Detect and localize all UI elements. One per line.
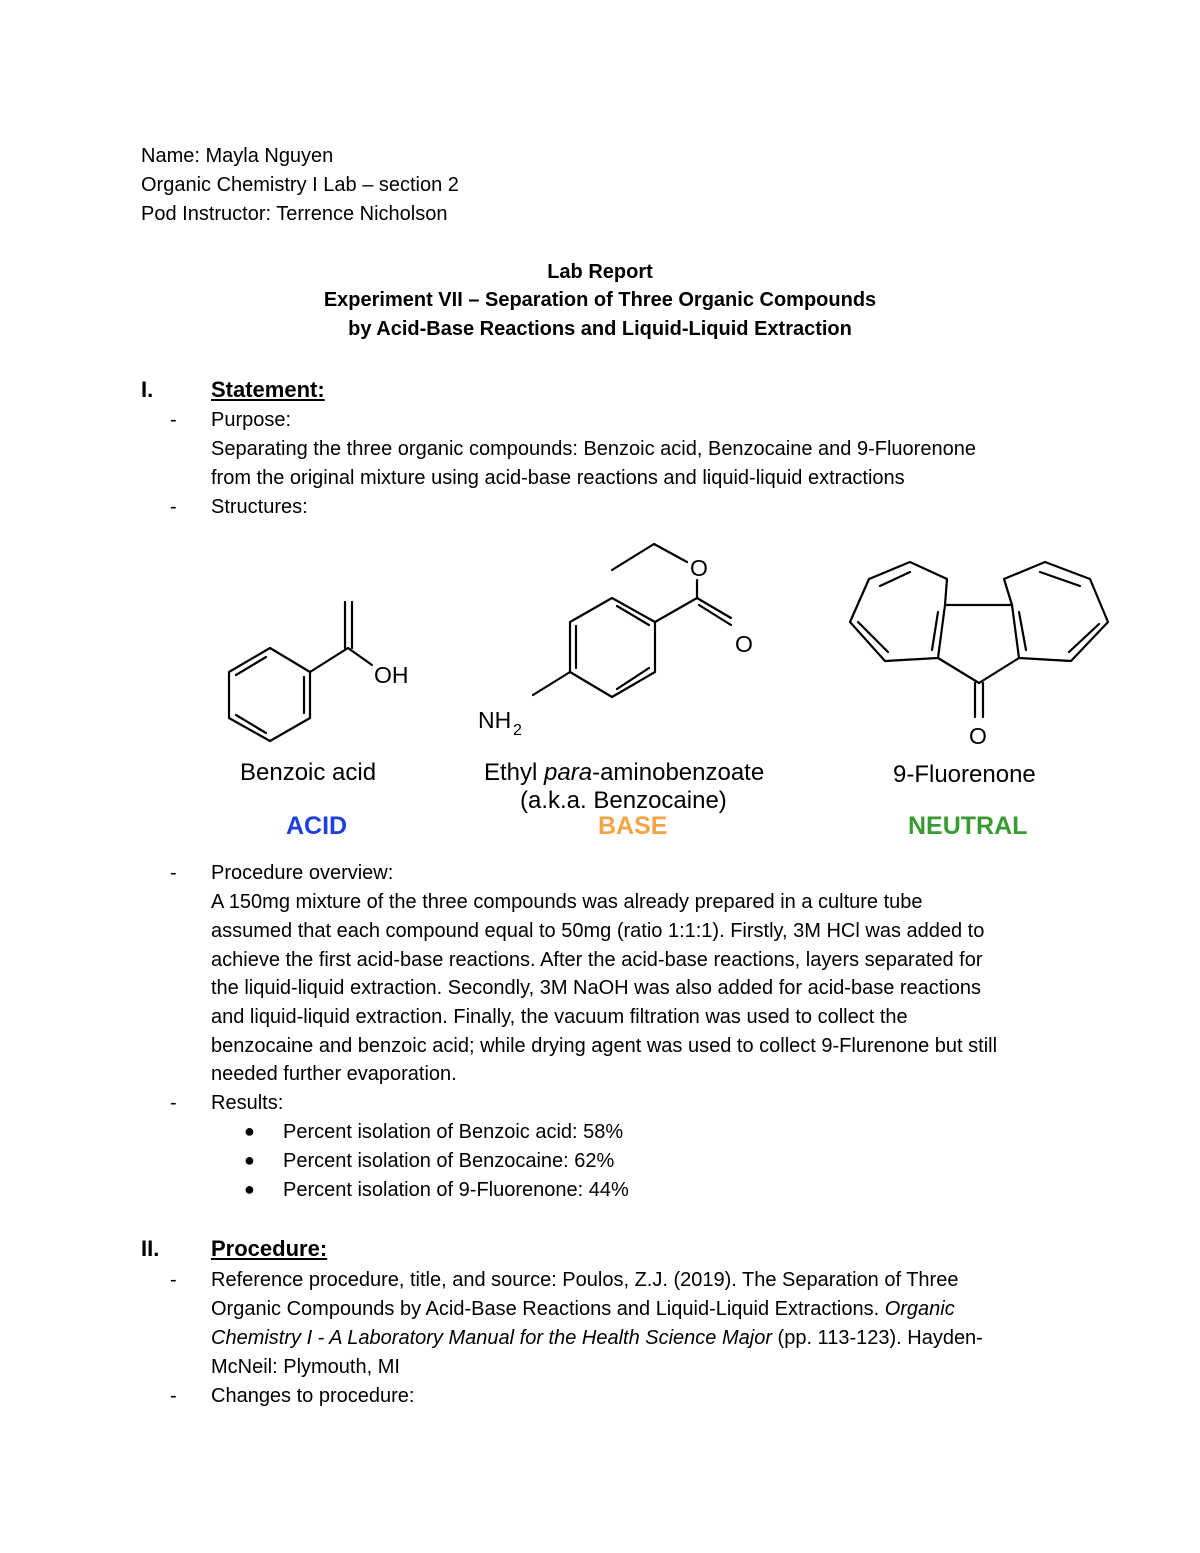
section-statement-heading [141, 377, 541, 403]
ketone-oxygen-label: O [969, 723, 987, 749]
pod-instructor: Pod Instructor: Terrence Nicholson [141, 203, 448, 225]
result-item: Percent isolation of 9-Fluorenone: 44% [283, 1179, 629, 1201]
overview-line: and liquid-liquid extraction. Finally, the vacuum filtration was used to collect the [211, 1006, 908, 1028]
fluorenone-structure [850, 562, 1108, 717]
fluorenone-name: 9-Fluorenone [893, 761, 1036, 788]
overview-line: needed further evaporation. [211, 1063, 457, 1085]
dash-marker: - [170, 1385, 177, 1407]
overview-line: benzocaine and benzoic acid; while drying agent was used to collect 9-Flurenone but still [211, 1035, 998, 1057]
reference-line: Organic Compounds by Acid-Base Reactions and Liquid-Liquid Extractions. Organic [211, 1298, 955, 1320]
purpose-text-line: Separating the three organic compounds: Benzoic acid, Benzocaine and 9-Fluorenone [211, 438, 976, 460]
oh-label: OH [374, 662, 409, 688]
dash-marker: - [170, 1269, 177, 1291]
reference-line: Reference procedure, title, and source: Poulos, Z.J. (2019). The Separation of Three [211, 1269, 959, 1291]
purpose-text-line: from the original mixture using acid-base reactions and liquid-liquid extractions [211, 467, 905, 489]
result-item: Percent isolation of Benzocaine: 62% [283, 1150, 615, 1172]
benzocaine-name: Ethyl para-aminobenzoate [484, 759, 765, 786]
structures-label: Structures: [211, 496, 308, 518]
dash-marker: - [170, 496, 177, 518]
base-tag: BASE [598, 812, 668, 840]
reference-line: Chemistry I - A Laboratory Manual for the Health Science Major (pp. 113-123). Hayden- [211, 1327, 983, 1349]
overview-line: A 150mg mixture of the three compounds was already prepared in a culture tube [211, 891, 923, 913]
acid-tag: ACID [286, 812, 348, 840]
student-name: Name: Mayla Nguyen [141, 145, 334, 167]
dash-marker: - [170, 409, 177, 431]
bullet-marker: ● [244, 1179, 255, 1199]
benzocaine-aka: (a.k.a. Benzocaine) [520, 787, 727, 814]
section-title: Statement: [211, 377, 325, 402]
dash-marker: - [170, 862, 177, 884]
section-procedure-heading [141, 1236, 541, 1262]
nh2-subscript: 2 [513, 722, 522, 739]
experiment-title: Experiment VII – Separation of Three Organic Compounds [323, 289, 877, 311]
reference-line: McNeil: Plymouth, MI [211, 1356, 400, 1378]
benzoic-acid-name: Benzoic acid [240, 759, 377, 786]
course-section: Organic Chemistry I Lab – section 2 [141, 174, 459, 196]
dash-marker: - [170, 1092, 177, 1114]
overview-line: the liquid-liquid extraction. Secondly, 3M NaOH was also added for acid-base reactions [211, 977, 982, 999]
procedure-overview-label: Procedure overview: [211, 862, 394, 884]
overview-line: achieve the first acid-base reactions. After the acid-base reactions, layers separated for [211, 949, 983, 971]
section-number: I. [141, 377, 154, 402]
benzoic-acid-structure [229, 602, 372, 741]
overview-line: assumed that each compound equal to 50mg (ratio 1:1:1). Firstly, 3M HCl was added to [211, 920, 985, 942]
bullet-marker: ● [244, 1121, 255, 1141]
ester-oxygen-label: O [690, 555, 708, 581]
results-label: Results: [211, 1092, 284, 1114]
section-title: Procedure: [211, 1236, 328, 1261]
bullet-marker: ● [244, 1150, 255, 1170]
neutral-tag: NEUTRAL [908, 812, 1028, 840]
section-number: II. [141, 1236, 160, 1261]
purpose-label: Purpose: [211, 409, 292, 431]
report-title: Lab Report [547, 261, 653, 283]
result-item: Percent isolation of Benzoic acid: 58% [283, 1121, 624, 1143]
nh2-label: NH [478, 707, 512, 733]
changes-label: Changes to procedure: [211, 1385, 415, 1407]
carbonyl-oxygen-label: O [735, 631, 753, 657]
experiment-subtitle: by Acid-Base Reactions and Liquid-Liquid Extraction [348, 318, 852, 340]
